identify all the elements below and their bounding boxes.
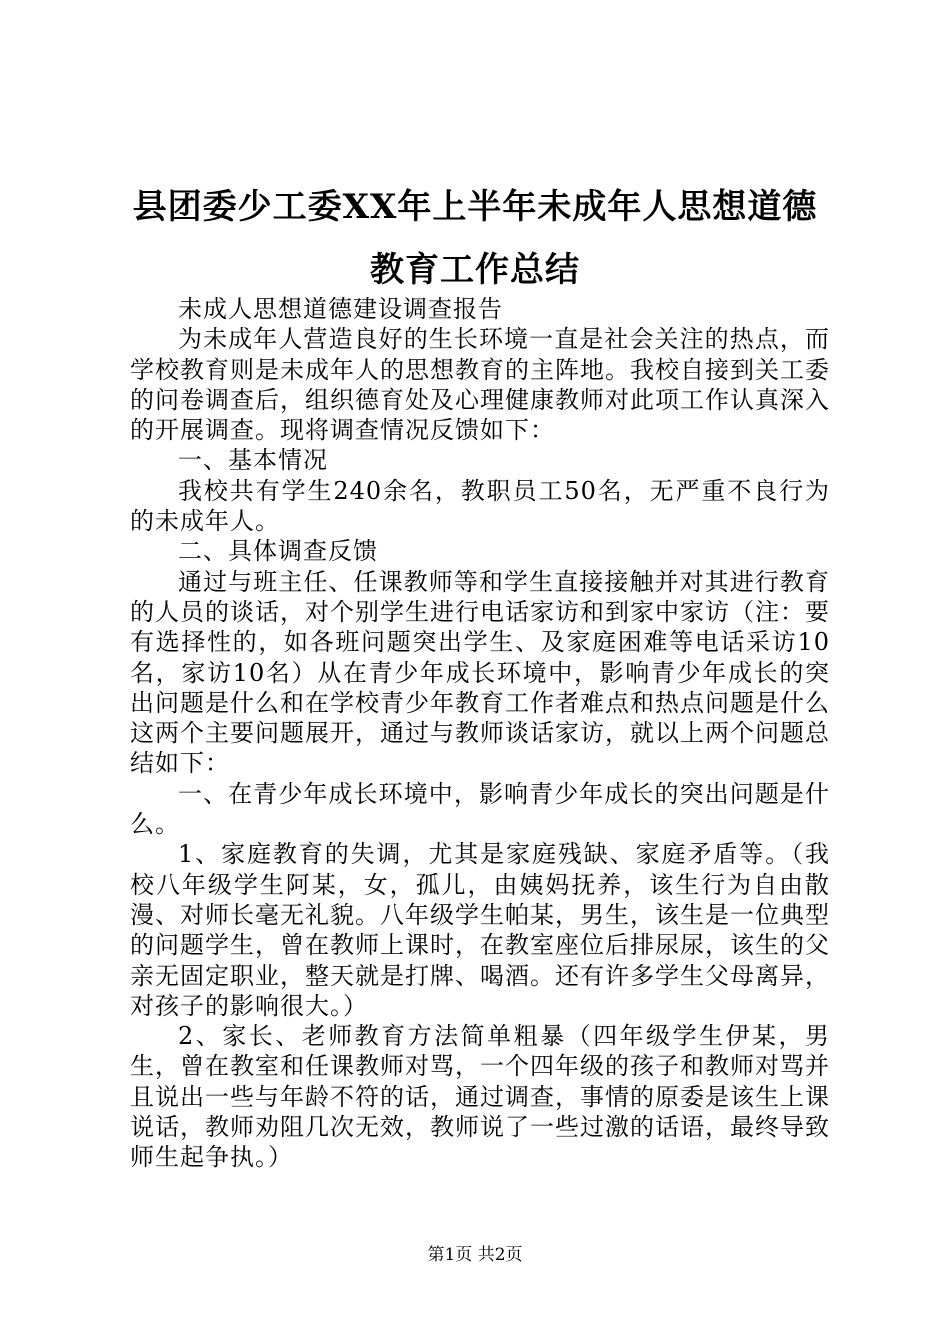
paragraph-intro: 为未成年人营造良好的生长环境一直是社会关注的热点，而学校教育则是未成年人的思想教育的主阵地。我校自接到关工委的问卷调查后，组织德育处及心理健康教师对此项工作认真深入的开展调查。现将调查情况反馈如下： (130, 325, 830, 445)
paragraph-item-2: 2、家长、老师教育方法简单粗暴（四年级学生伊某，男生，曾在教室和任课教师对骂，一个四年级的孩子和教师对骂并且说出一些与年龄不符的话，通过调查，事情的原委是该生上课说话，教师劝阻几次无效，教师说了一些过激的话语，最终导致师生起争执。） (130, 1022, 830, 1172)
paragraph-survey-method: 通过与班主任、任课教师等和学生直接接触并对其进行教育的人员的谈话，对个别学生进行电话家访和到家中家访（注：要有选择性的，如各班问题突出学生、及家庭困难等电话采访10名，家访10名）从在青少年成长环境中，影响青少年成长的突出问题是什么和在学校青少年教育工作者难点和热点问题是什么这两个主要问题展开，通过与教师谈话家访，就以上两个问题总结如下： (130, 567, 830, 778)
document-body (130, 294, 830, 1173)
document-title-line-1: 县团委少工委XX年上半年未成年人思想道德 (132, 187, 818, 227)
document-title-line-2: 教育工作总结 (370, 250, 580, 290)
page-number-footer: 第1页 共2页 (427, 1245, 523, 1265)
heading-survey-feedback: 二、具体调查反馈 (178, 537, 378, 566)
paragraph-item-1: 1、家庭教育的失调，尤其是家庭残缺、家庭矛盾等。（我校八年级学生阿某，女，孤儿，由姨妈抚养，该生行为自由散漫、对师长毫无礼貌。八年级学生帕某，男生，该生是一位典型的问题学生，曾在教师上课时，在教室座位后排尿尿，该生的父亲无固定职业，整天就是打牌、喝酒。还有许多学生父母离异，对孩子的影响很大。） (130, 840, 830, 1020)
paragraph-basic-situation: 我校共有学生240余名，教职员工50名，无严重不良行为的未成年人。 (130, 476, 830, 536)
paragraph-subtitle: 未成人思想道德建设调查报告 (178, 295, 503, 323)
heading-prominent-problems: 一、在青少年成长环境中，影响青少年成长的突出问题是什么。 (130, 779, 830, 839)
heading-basic-situation: 一、基本情况 (178, 446, 328, 475)
